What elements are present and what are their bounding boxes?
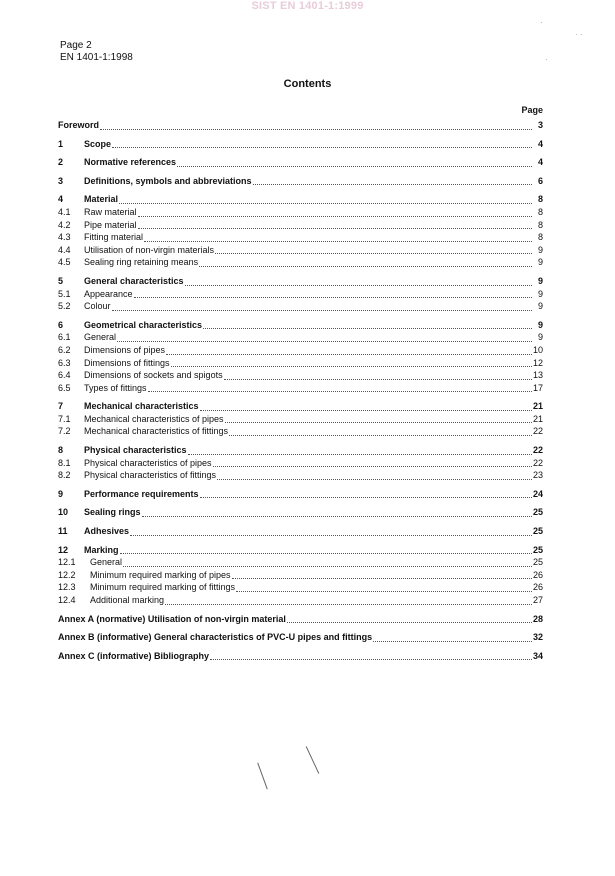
dot-leader xyxy=(112,147,532,148)
dot-leader xyxy=(224,379,532,380)
toc-entry-number: 7.1 xyxy=(58,413,71,424)
toc-entry-page: 3 xyxy=(537,120,543,130)
toc-entry-label: General xyxy=(90,557,123,568)
toc-entry[interactable] xyxy=(58,320,543,333)
toc-entry-page: 9 xyxy=(537,332,543,343)
dot-leader xyxy=(112,310,532,311)
toc-entry[interactable] xyxy=(58,526,543,539)
toc-entry[interactable] xyxy=(58,401,543,414)
toc-entry[interactable] xyxy=(58,414,543,427)
dot-leader xyxy=(225,422,532,423)
toc-entry[interactable] xyxy=(58,157,543,170)
toc-entry-number: 7 xyxy=(58,401,64,412)
page-title: Contents xyxy=(283,78,332,90)
toc-entry-label: Physical characteristics of fittings xyxy=(84,470,217,481)
toc-entry[interactable] xyxy=(58,595,543,608)
dot-leader xyxy=(217,479,532,480)
toc-entry-page: 27 xyxy=(532,595,543,605)
dot-leader xyxy=(119,203,532,204)
toc-entry[interactable] xyxy=(58,383,543,396)
dot-leader xyxy=(199,266,532,267)
toc-entry-page: 8 xyxy=(537,206,543,217)
dot-leader xyxy=(200,410,532,411)
toc-entry-number: 8.1 xyxy=(58,457,71,468)
toc-entry-label: Mechanical characteristics of fittings xyxy=(84,426,229,437)
scan-speck: · xyxy=(540,18,543,27)
toc-entry-number: 6.3 xyxy=(58,357,71,368)
toc-entry[interactable] xyxy=(58,139,543,152)
dot-leader xyxy=(210,659,532,660)
toc-entry[interactable] xyxy=(58,345,543,358)
dot-leader xyxy=(213,466,532,467)
dot-leader xyxy=(166,354,532,355)
toc-entry-page: 4 xyxy=(537,157,543,168)
dot-leader xyxy=(100,129,532,130)
toc-entry[interactable] xyxy=(58,545,543,558)
toc-entry-page: 8 xyxy=(537,194,543,205)
toc-entry-page: 24 xyxy=(532,488,543,499)
toc-entry-page: 21 xyxy=(532,413,543,424)
dot-leader xyxy=(130,535,532,536)
toc-entry-label: Appearance xyxy=(84,288,133,299)
toc-entry[interactable] xyxy=(58,614,543,627)
toc-entry-page: 8 xyxy=(537,232,543,243)
page-number: Page 2 xyxy=(60,40,92,51)
toc-entry-label: Fitting material xyxy=(84,232,144,243)
toc-entry[interactable] xyxy=(58,207,543,220)
toc-entry-page: 34 xyxy=(532,650,543,661)
dot-leader xyxy=(200,497,532,498)
toc-entry-label: Physical characteristics xyxy=(84,445,187,456)
toc-entry-label: Physical characteristics of pipes xyxy=(84,457,212,468)
dot-leader xyxy=(138,228,532,229)
toc-entry-page: 9 xyxy=(537,288,543,299)
toc-entry-number: 8 xyxy=(58,445,64,456)
dot-leader xyxy=(373,641,532,642)
standard-id: EN 1401-1:1998 xyxy=(60,52,133,63)
toc-entry-label: General xyxy=(84,332,117,343)
toc-entry-number: 10 xyxy=(58,507,69,518)
toc-entry-page: 26 xyxy=(532,582,543,593)
toc-entry-number: 4.4 xyxy=(58,244,71,255)
page-column-label: Page xyxy=(521,105,543,115)
toc-entry-page: 9 xyxy=(537,257,543,268)
toc-entry-number: 4 xyxy=(58,194,64,205)
scan-scratch xyxy=(306,746,320,774)
dot-leader xyxy=(148,391,532,392)
toc-entry-number: 1 xyxy=(58,138,64,149)
toc-entry-label: Pipe material xyxy=(84,219,137,230)
toc-entry[interactable] xyxy=(58,358,543,371)
toc-entry-page: 23 xyxy=(532,470,543,481)
toc-entry-number: 4.5 xyxy=(58,257,71,268)
toc-entry-page: 6 xyxy=(537,175,543,186)
toc-entry[interactable] xyxy=(58,370,543,383)
toc-entry[interactable] xyxy=(58,557,543,570)
dot-leader xyxy=(185,285,532,286)
toc-entry-number: 6.4 xyxy=(58,370,71,381)
toc-entry-label: Sealing ring retaining means xyxy=(84,257,199,268)
toc-entry-number: 6.5 xyxy=(58,382,71,393)
page-header xyxy=(60,40,133,64)
toc-entry-label: General characteristics xyxy=(84,275,184,286)
toc-entry-page: 10 xyxy=(532,344,543,355)
toc-entry-label: Sealing rings xyxy=(84,507,141,518)
toc-entry-label: Marking xyxy=(84,544,119,555)
toc-entry[interactable] xyxy=(58,445,543,458)
toc-entry-page: 25 xyxy=(532,507,543,518)
toc-entry-label: Mechanical characteristics xyxy=(84,401,199,412)
toc-entry[interactable] xyxy=(58,651,543,664)
toc-entry-number: 7.2 xyxy=(58,426,71,437)
toc-entry-number: 5.2 xyxy=(58,301,71,312)
dot-leader xyxy=(123,566,532,567)
dot-leader xyxy=(165,604,532,605)
toc-entry-number: 12.2 xyxy=(58,569,76,580)
toc-entry-number: 12.1 xyxy=(58,557,76,568)
toc-entry-label: Performance requirements xyxy=(84,488,199,499)
toc-entry-page: 13 xyxy=(532,370,543,381)
toc-entry-label: Mechanical characteristics of pipes xyxy=(84,413,224,424)
dot-leader xyxy=(229,435,532,436)
toc-entry[interactable] xyxy=(58,507,543,520)
toc-entry[interactable] xyxy=(58,470,543,483)
toc-entry[interactable] xyxy=(58,289,543,302)
toc-entry[interactable] xyxy=(58,582,543,595)
dot-leader xyxy=(215,253,532,254)
toc-entry-label: Annex B (informative) General characteristics of PVC-U pipes and fittings xyxy=(58,632,373,643)
toc-entry[interactable] xyxy=(58,458,543,471)
toc-entry-number: 6.1 xyxy=(58,332,71,343)
toc-entry-number: 4.3 xyxy=(58,232,71,243)
toc-entry-number: 5 xyxy=(58,275,64,286)
toc-entry-page: 22 xyxy=(532,445,543,456)
toc-entry-label: Colour xyxy=(84,301,111,312)
dot-leader xyxy=(142,516,532,517)
toc-entry-label: Raw material xyxy=(84,206,137,217)
toc-entry-page: 26 xyxy=(532,569,543,580)
toc-entry-page: 8 xyxy=(537,219,543,230)
toc-entry-page: 25 xyxy=(532,557,543,568)
toc-entry-number: 2 xyxy=(58,157,64,168)
dot-leader xyxy=(177,166,532,167)
toc-entry[interactable] xyxy=(58,257,543,270)
toc-entry[interactable] xyxy=(58,245,543,258)
dot-leader xyxy=(171,366,532,367)
toc-entry[interactable] xyxy=(58,632,543,645)
toc-entry-page: 4 xyxy=(537,138,543,149)
toc-entry-label: Minimum required marking of fittings xyxy=(90,582,236,593)
toc-entry-page: 9 xyxy=(537,301,543,312)
dot-leader xyxy=(203,328,532,329)
table-of-contents xyxy=(58,120,543,663)
toc-entry-label: Adhesives xyxy=(84,526,130,537)
toc-entry[interactable] xyxy=(58,220,543,233)
dot-leader xyxy=(188,454,532,455)
toc-entry-page: 12 xyxy=(532,357,543,368)
dot-leader xyxy=(138,216,532,217)
toc-entry-page: 9 xyxy=(537,275,543,286)
toc-entry-page: 25 xyxy=(532,526,543,537)
toc-entry-label: Minimum required marking of pipes xyxy=(90,569,231,580)
toc-entry[interactable] xyxy=(58,570,543,583)
dot-leader xyxy=(117,341,532,342)
toc-entry-label: Additional marking xyxy=(90,595,165,605)
toc-entry-page: 17 xyxy=(532,382,543,393)
toc-entry[interactable] xyxy=(58,176,543,189)
toc-entry[interactable] xyxy=(58,301,543,314)
dot-leader xyxy=(134,297,532,298)
toc-entry-number: 12 xyxy=(58,544,69,555)
toc-entry-label: Normative references xyxy=(84,157,177,168)
dot-leader xyxy=(236,591,532,592)
toc-entry-page: 21 xyxy=(532,401,543,412)
toc-entry-number: 5.1 xyxy=(58,288,71,299)
toc-entry-label: Dimensions of sockets and spigots xyxy=(84,370,223,381)
toc-entry-number: 11 xyxy=(58,526,68,537)
toc-entry[interactable] xyxy=(58,332,543,345)
toc-entry-label: Definitions, symbols and abbreviations xyxy=(84,175,252,186)
toc-entry-number: 6 xyxy=(58,319,64,330)
dot-leader xyxy=(253,184,532,185)
toc-entry[interactable] xyxy=(58,194,543,207)
toc-entry-label: Annex C (informative) Bibliography xyxy=(58,650,210,661)
toc-entry-label: Geometrical characteristics xyxy=(84,319,203,330)
toc-entry-label: Material xyxy=(84,194,119,205)
scan-speck: · xyxy=(545,55,548,64)
toc-entry-page: 9 xyxy=(537,244,543,255)
dot-leader xyxy=(232,578,532,579)
dot-leader xyxy=(120,553,532,554)
toc-entry-number: 6.2 xyxy=(58,344,71,355)
toc-entry-number: 4.1 xyxy=(58,206,71,217)
toc-entry[interactable] xyxy=(58,120,543,133)
toc-entry-label: Scope xyxy=(84,138,112,149)
scan-speck: · · xyxy=(575,30,583,39)
toc-entry-number: 8.2 xyxy=(58,470,71,481)
toc-entry-number: 4.2 xyxy=(58,219,71,230)
toc-entry-page: 22 xyxy=(532,457,543,468)
dot-leader xyxy=(144,241,532,242)
toc-entry-number: 9 xyxy=(58,488,64,499)
toc-entry[interactable] xyxy=(58,276,543,289)
toc-entry[interactable] xyxy=(58,426,543,439)
watermark: SIST EN 1401-1:1999 xyxy=(251,0,364,12)
toc-entry-page: 22 xyxy=(532,426,543,437)
toc-entry-page: 32 xyxy=(532,632,543,643)
toc-entry-label: Utilisation of non-virgin materials xyxy=(84,244,215,255)
toc-entry-label: Annex A (normative) Utilisation of non-virgin material xyxy=(58,613,286,624)
toc-entry-number: 12.3 xyxy=(58,582,76,593)
toc-entry-label: Dimensions of pipes xyxy=(84,344,166,355)
toc-entry-label: Foreword xyxy=(58,120,100,130)
toc-entry-page: 25 xyxy=(532,544,543,555)
scan-scratch xyxy=(257,763,268,790)
toc-entry-number: 3 xyxy=(58,175,64,186)
toc-entry-page: 28 xyxy=(532,613,543,624)
toc-entry[interactable] xyxy=(58,232,543,245)
toc-entry[interactable] xyxy=(58,489,543,502)
toc-entry-label: Types of fittings xyxy=(84,382,147,393)
dot-leader xyxy=(287,622,532,623)
toc-entry-number: 12.4 xyxy=(58,595,76,605)
toc-entry-page: 9 xyxy=(537,319,543,330)
toc-entry-label: Dimensions of fittings xyxy=(84,357,170,368)
